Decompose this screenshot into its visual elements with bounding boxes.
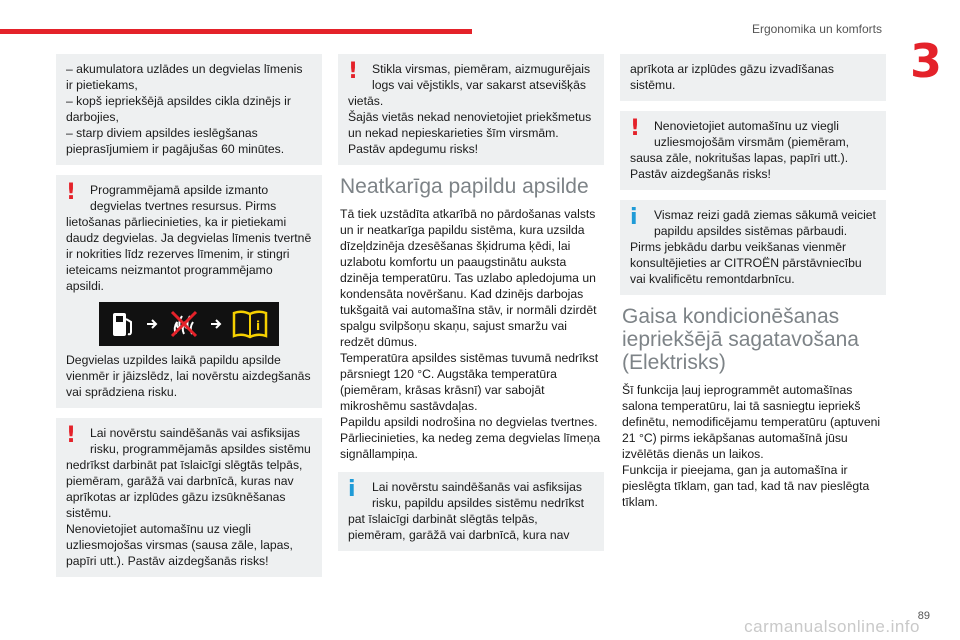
fuel-pump-icon — [110, 309, 136, 339]
warning-box — [56, 418, 322, 577]
note-text: – akumulatora uzlādes un degvielas līmenis ir pietiekams, – kopš iepriekšējā apsildes cikla dzinējs ir darbojies, – starp diviem apsildes ieslēgšanas pieprasījumiem ir pagājušas 60 minūtes. — [66, 62, 303, 156]
warning-lead-text: Programmējamā apsilde izmanto degvielas tvertnes resursus. Pirms — [90, 183, 277, 213]
arrow-icon — [145, 317, 159, 331]
note-box — [620, 54, 886, 101]
warning-icon: ! — [66, 180, 77, 205]
warning-icon: ! — [66, 423, 77, 448]
section-heading: Neatkarīga papildu apsilde — [340, 175, 589, 198]
warning-box — [620, 111, 886, 190]
info-box — [620, 200, 886, 295]
warning-text: nedrīkst darbināt pat īslaicīgi slēgtās telpās, piemēram, garāžā vai darbnīcā, kuras nav aprīkotas ar izplūdes gāzu izsūknēšanas sistēmu. Nenovietojiet automašīnu uz viegli uzliesmojošas virsmas (sausa zāle, lapas, papīri utt.). Pastāv aizdegšanās risks! — [66, 458, 303, 568]
warning-lead-text: Nenovietojiet automašīnu uz viegli uzliesmojošām virsmām (piemēram, — [654, 119, 850, 149]
page-number: 89 — [917, 610, 930, 622]
note-text: aprīkota ar izplūdes gāzu izvadīšanas sistēmu. — [630, 62, 834, 92]
info-text: pat īslaicīgi darbināt slēgtās telpās, piemēram, garāžā vai darbnīcā, kura nav — [348, 512, 570, 542]
svg-text:i: i — [256, 319, 261, 333]
arrow-icon — [209, 317, 223, 331]
warning-text: vietās. Šajās vietās nekad nenovietojiet priekšmetus un nekad nepieskarieties šīm virsmām. Pastāv apdegumu risks! — [348, 94, 592, 156]
warning-text: sausa zāle, nokritušas lapas, papīri utt.). Pastāv aizdegšanās risks! — [630, 151, 849, 181]
warning-text: lietošanas pārliecinieties, ka ir pietiekami daudz degvielas. Ja degvielas līmenis tvertnē ir nokrities līdz rezerves līmenim, ir stingri ieteicams neizmantot programmējamo apsildi. — [66, 215, 312, 293]
column-2 — [338, 54, 604, 561]
info-icon: i — [630, 205, 638, 230]
note-box — [56, 54, 322, 165]
warning-after-text: Degvielas uzpildes laikā papildu apsilde vienmēr ir jāizslēdz, lai novērstu aizdegšanās vai sprādziena risku. — [66, 353, 311, 399]
watermark: carmanualsonline.info — [744, 617, 920, 636]
refuel-pictogram — [66, 302, 312, 346]
column-3 — [620, 54, 886, 520]
info-box — [338, 472, 604, 551]
section-body: Tā tiek uzstādīta atkarībā no pārdošanas valsts un ir neatkarīga papildu sistēma, kura uzsilda dīzeļdzinēja dzesēšanas šķidruma ķēdi, lai uzlabotu komfortu un paaugstinātu auksta dzinēja temperatūru. Tas uzlabo apledojuma un kondensāta novēršanu. Kad dzinējs darbojas tukšgaitā vai automašīna stāv, ir normāli dzirdēt spalgu svilpšoņu skaņu, sajust smaržu vai redzēt dūmus. Temperatūra apsildes sistēmas tuvumā nedrīkst pārsniegt 120 °C. Augstāka temperatūra (piemēram, krāsas krāsnī) var sabojāt mikroshēmu sastāvdaļas. Papildu apsildi nodrošina no degvielas tvertnes. Pārliecinieties, ka nedeg zema degvielas līmeņa signāllampiņa. — [340, 207, 601, 461]
section-heading: Gaisa kondicionēšanas iepriekšējā sagatavošana (Elektrisks) — [622, 305, 859, 374]
chapter-number: 3 — [909, 34, 942, 88]
info-lead-text: Lai novērstu saindēšanās vai asfiksijas risku, papildu apsildes sistēmu nedrīkst — [372, 480, 585, 510]
header-accent-bar — [0, 29, 472, 34]
section-title: Ergonomika un komforts — [751, 22, 882, 36]
section-body: Šī funkcija ļauj ieprogrammēt automašīnas salona temperatūru, lai tā sasniegtu iepriekš definētu, nemodificējamu temperatūru (aptuveni 21 °C) pirms iekāpšanas automašīnā jūsu izvēlētās dienās un laikos. Funkcija ir pieejama, gan ja automašīna ir pieslēgta tīklam, gan tad, kad tā nav pieslēgta tīklam. — [622, 383, 881, 509]
no-flame-heat-icon — [168, 308, 200, 340]
warning-box — [56, 175, 322, 408]
warning-lead-text: Stikla virsmas, piemēram, aizmugurējais logs vai vējstikls, var sakarst atsevišķās — [372, 62, 591, 92]
info-icon: i — [348, 477, 356, 502]
warning-icon: ! — [630, 116, 641, 141]
column-1 — [56, 54, 322, 587]
info-lead-text: Vismaz reizi gadā ziemas sākumā veiciet papildu apsildes sistēmas pārbaudi. — [654, 208, 876, 238]
warning-box — [338, 54, 604, 165]
warning-icon: ! — [348, 59, 359, 84]
info-text: Pirms jebkādu darbu veikšanas vienmēr konsultējieties ar CITROËN pārstāvniecību vai kvalificētu remontdarbnīcu. — [630, 240, 862, 286]
manual-book-icon — [232, 309, 268, 339]
warning-lead-text: Lai novērstu saindēšanās vai asfiksijas risku, programmējamās apsildes sistēmu — [90, 426, 311, 456]
